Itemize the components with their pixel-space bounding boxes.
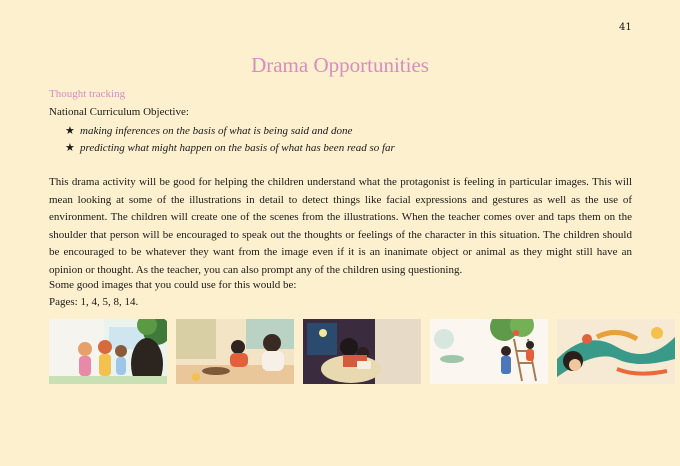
illustration-thumbnail <box>49 319 167 384</box>
illustration-thumbnail <box>176 319 294 384</box>
illustration-thumbnail <box>303 319 421 384</box>
pages-line: Pages: 1, 4, 5, 8, 14. <box>49 296 139 308</box>
illustration-thumbnail <box>430 319 548 384</box>
page-number: 41 <box>619 22 632 33</box>
star-bullet-icon: ★ <box>65 125 75 137</box>
objectives-list <box>65 123 395 157</box>
body-paragraph: This drama activity will be good for helping the children understand what the protagonist is feeling in particular images. This will mean looking at some of the illustrations in detail to detect things like facial expressions and gestures as well as the use of environment. The children will create one of the scenes from the illustrations. When the teacher comes over and taps them on the shoulder that person will be encouraged to speak out the thoughts or feelings of the character in this situation. The children should be encouraged to be whatever they want from the image even if it is an inanimate object or animal as they might still have an opinion or thought. As the teacher, you can also prompt any of the children using questioning. <box>49 176 632 276</box>
page-title: Drama Opportunities <box>251 53 429 77</box>
section-subheading: Thought tracking <box>49 88 126 100</box>
objective-item: ★ predicting what might happen on the basis of what has been read so far <box>65 140 395 157</box>
objective-label: National Curriculum Objective: <box>49 106 189 118</box>
star-bullet-icon: ★ <box>65 142 75 154</box>
illustration-strip <box>49 319 675 384</box>
objective-item: ★ making inferences on the basis of what is being said and done <box>65 123 395 140</box>
good-images-line: Some good images that you could use for this would be: <box>49 279 297 291</box>
illustration-thumbnail <box>557 319 675 384</box>
